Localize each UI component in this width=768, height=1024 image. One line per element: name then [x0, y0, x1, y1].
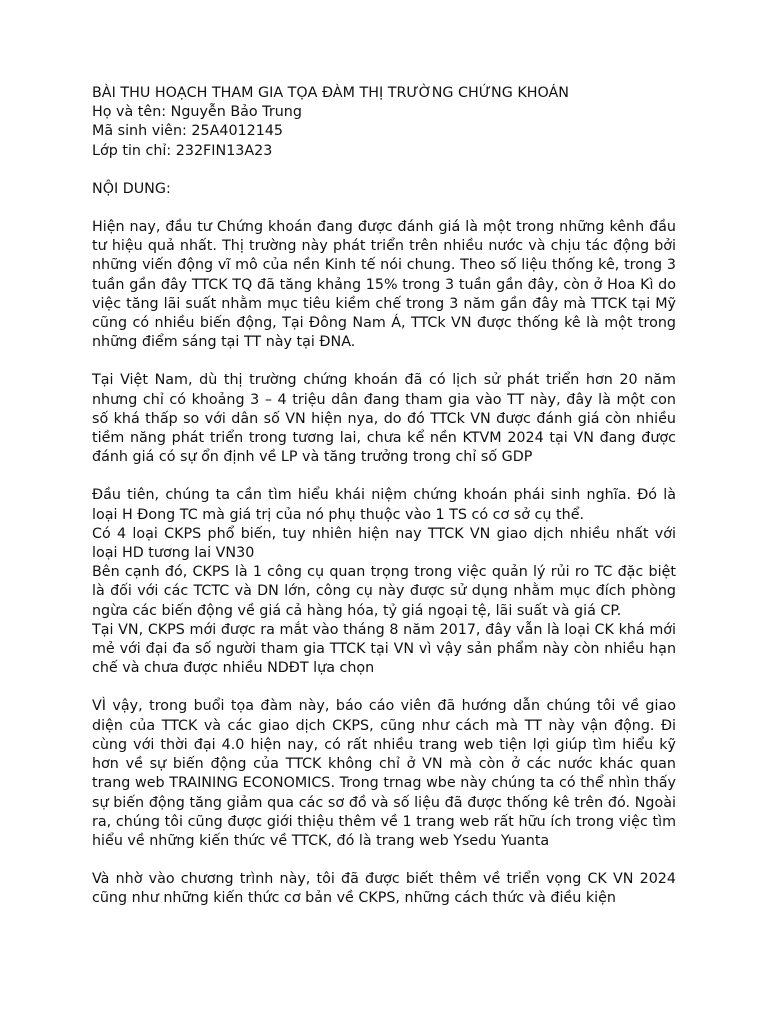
blank-line [92, 199, 676, 218]
document-page [92, 84, 676, 909]
blank-line [92, 161, 676, 180]
paragraph-launch: Tại VN, CKPS mới được ra mắt vào tháng 8 năm 2017, đây vẫn là loại CK khá mới mẻ với đại đa số người tham gia TTCK tại VN vì vậy sản phẩm này còn nhiều hạn chế và chưa được nhiều NDĐT lựa chọn [92, 621, 676, 677]
section-heading: NỘI DUNG: [92, 180, 171, 197]
blank-line [92, 352, 676, 371]
document-title: BÀI THU HOẠCH THAM GIA TỌA ĐÀM THỊ TRƯỜNG CHỨNG KHOÁN [92, 85, 569, 101]
student-name: Họ và tên: Nguyễn Bảo Trung [92, 104, 302, 121]
paragraph-seminar: VÌ vậy, trong buổi tọa đàm này, báo cáo viên đã hướng dẫn chúng tôi về giao diện của TTCK và các giao dịch CKPS, cũng như cách mà TT này vận động. Đi cùng với thời đại 4.0 hiện nay, có rất nhiều trang web tiện lợi giúp tìm hiểu kỹ hơn về sự biến động của TTCK không chỉ ở VN mà còn ở các nước khác quan trang web TRAINING ECONOMICS. Trong trnag wbe này chúng ta có thể nhìn thấy sự biến động tăng giảm qua các sơ đồ và số liệu đã được thống kê trên đó. Ngoài ra, chúng tôi cũng được giới thiệu thêm về 1 trang web rất hữu ích trong việc tìm hiểu về những kiến thức về TTCK, đó là trang web Ysedu Yuanta [92, 698, 676, 849]
blank-line [92, 851, 676, 870]
blank-line [92, 467, 676, 486]
paragraph-types: Có 4 loại CKPS phổ biến, tuy nhiên hiện nay TTCK VN giao dịch nhiều nhất với loại HD tương lai VN30 [92, 525, 676, 562]
paragraph-risk-management: Bên cạnh đó, CKPS là 1 công cụ quan trọng trong việc quản lý rủi ro TC đặc biệt là đối với các TCTC và DN lớn, công cụ này được sử dụng nhằm mục đích phòng ngừa các biến động về giá cả hàng hóa, tỷ giá ngoại tệ, lãi suất và giá CP. [92, 564, 676, 619]
paragraph-intro: Hiện nay, đầu tư Chứng khoán đang được đánh giá là một trong những kênh đầu tư hiệu quả nhất. Thị trường này phát triển trên nhiều nước và chịu tác động bởi những viến động vĩ mô của nền Kinh tế nói chung. Theo số liệu thống kê, trong 3 tuần gần đây TTCK TQ đã tăng khảng 15% trong 3 tuần gần đây, còn ở Hoa Kì do việc tăng lãi suất nhằm mục tiêu kiềm chế trong 3 năm gần đây mà TTCK tại Mỹ cũng có nhiều biến động, Tại Đông Nam Á, TTCk VN được thống kê là một trong những điểm sáng tại TT này tại ĐNA. [92, 219, 676, 351]
student-id: Mã sinh viên: 25A4012145 [92, 123, 284, 140]
paragraph-conclusion: Và nhờ vào chương trình này, tôi đã được biết thêm về triển vọng CK VN 2024 cũng như những kiến thức cơ bản về CKPS, những cách thức và điều kiện [92, 871, 676, 907]
paragraph-vietnam: Tại Việt Nam, dù thị trường chứng khoán đã có lịch sử phát triển hơn 20 năm nhưng chỉ có khoảng 3 – 4 triệu dân đang tham gia vào TT này, đây là một con số khá thấp so với dân số VN hiện nya, do đó TTCk VN được đánh giá còn nhiều tiềm năng phát triển trong tương lai, chưa kể nền KTVM 2024 tại VN đang được đánh giá có sự ổn định về LP và tăng trưởng trong chỉ số GDP [92, 372, 676, 466]
blank-line [92, 678, 676, 697]
class-code: Lớp tin chỉ: 232FIN13A23 [92, 142, 273, 159]
paragraph-definition: Đầu tiên, chúng ta cần tìm hiểu khái niệm chứng khoán phái sinh nghĩa. Đó là loại H Đong TC mà giá trị của nó phụ thuộc vào 1 TS có cơ sở cụ thể. [92, 487, 676, 523]
